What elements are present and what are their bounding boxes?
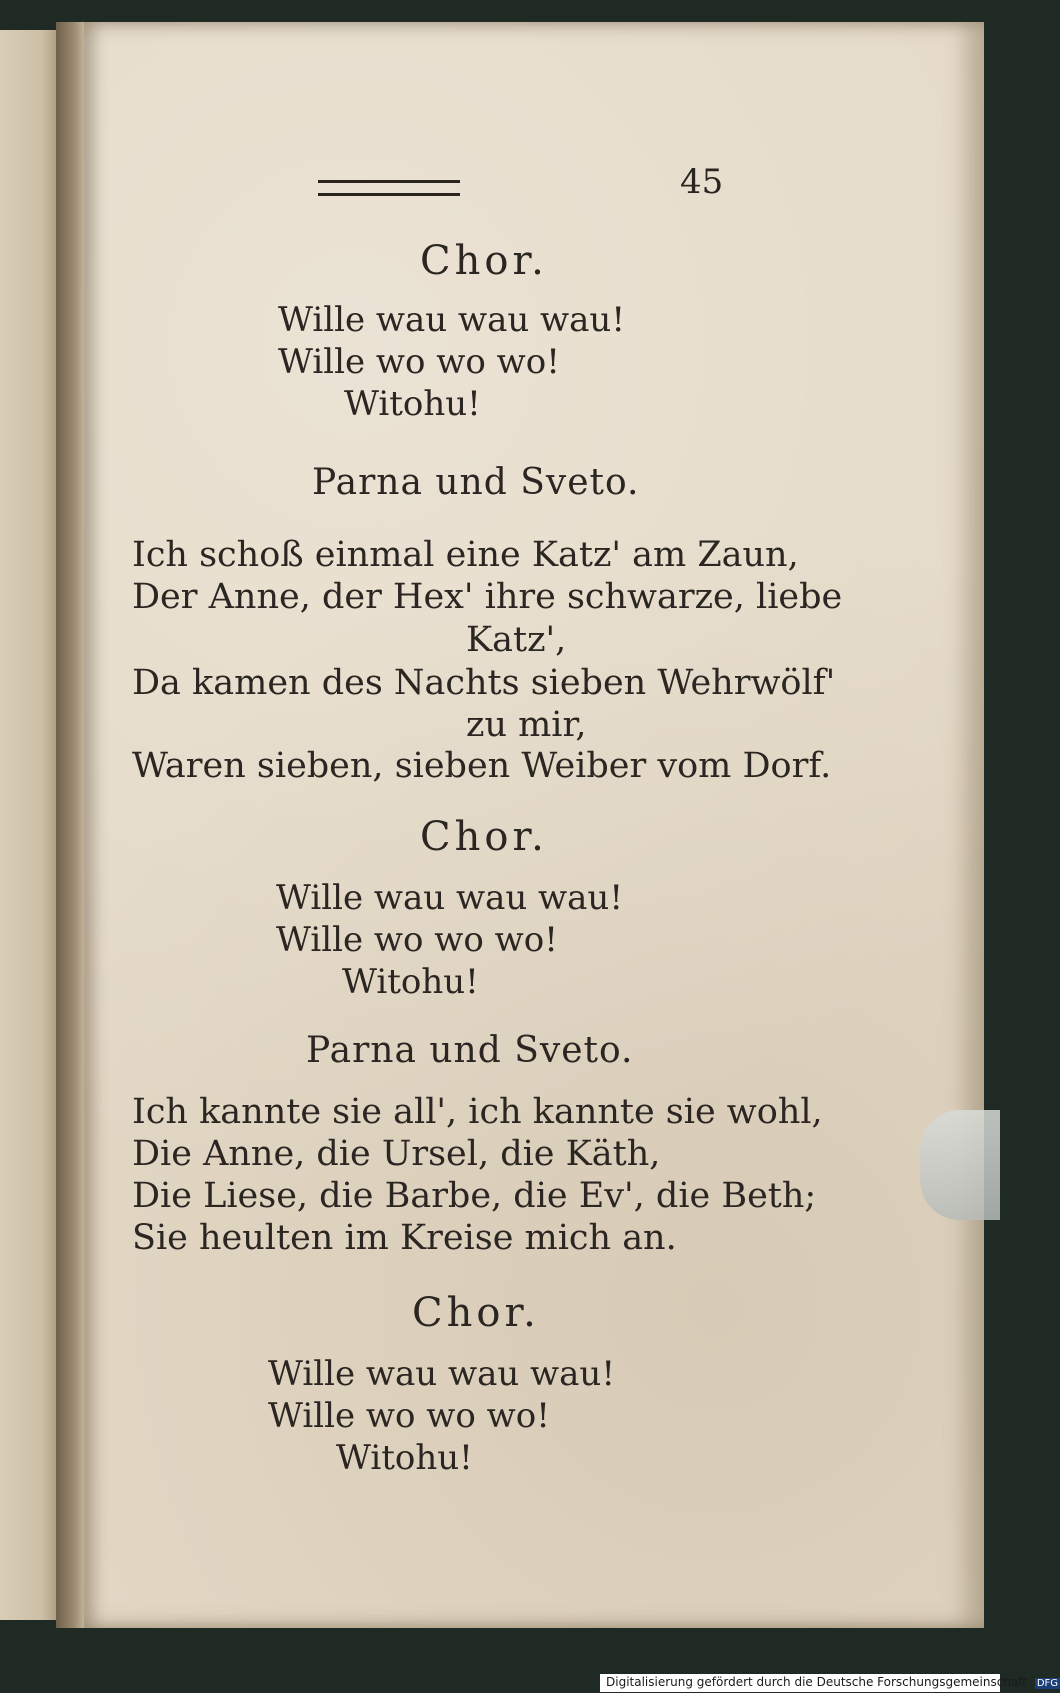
refrain-line: Witohu! bbox=[342, 962, 479, 1002]
footer-credit bbox=[600, 1674, 1059, 1692]
chor-heading: Chor. bbox=[412, 1290, 540, 1336]
page-number: 45 bbox=[680, 162, 724, 202]
book-gutter bbox=[56, 22, 86, 1628]
refrain-line: Wille wau wau wau! bbox=[268, 1354, 615, 1394]
refrain-line: Wille wo wo wo! bbox=[268, 1396, 550, 1436]
verse-line: Der Anne, der Hex' ihre schwarze, liebe bbox=[132, 577, 843, 617]
chor-heading: Chor. bbox=[420, 238, 548, 284]
verse-line: Die Anne, die Ursel, die Käth, bbox=[132, 1134, 661, 1174]
speakers-heading: Parna und Sveto. bbox=[306, 1030, 634, 1071]
header-rule bbox=[318, 180, 460, 196]
speakers-heading: Parna und Sveto. bbox=[312, 462, 640, 503]
refrain-line: Wille wo wo wo! bbox=[276, 920, 558, 960]
verse-line: Ich kannte sie all', ich kannte sie wohl, bbox=[132, 1092, 823, 1132]
verse-line: Sie heulten im Kreise mich an. bbox=[132, 1218, 677, 1258]
verse-line: Waren sieben, sieben Weiber vom Dorf. bbox=[132, 746, 832, 786]
verse-line: Ich schoß einmal eine Katz' am Zaun, bbox=[132, 535, 799, 575]
left-page-edge bbox=[0, 30, 60, 1620]
chor-heading: Chor. bbox=[420, 814, 548, 860]
refrain-line: Wille wo wo wo! bbox=[278, 342, 560, 382]
refrain-line: Wille wau wau wau! bbox=[278, 300, 625, 340]
dfg-logo: DFG bbox=[1036, 1678, 1059, 1689]
footer-text: Digitalisierung gefördert durch die Deutsche Forschungsgemeinschaft bbox=[606, 1675, 1028, 1689]
verse-line: Katz', bbox=[466, 620, 567, 660]
verse-line: Die Liese, die Barbe, die Ev', die Beth; bbox=[132, 1176, 817, 1216]
verse-line: Da kamen des Nachts sieben Wehrwölf' bbox=[132, 663, 836, 703]
refrain-line: Wille wau wau wau! bbox=[276, 878, 623, 918]
book-clip bbox=[920, 1110, 1000, 1220]
verse-line: zu mir, bbox=[466, 705, 587, 745]
refrain-line: Witohu! bbox=[344, 384, 481, 424]
refrain-line: Witohu! bbox=[336, 1438, 473, 1478]
